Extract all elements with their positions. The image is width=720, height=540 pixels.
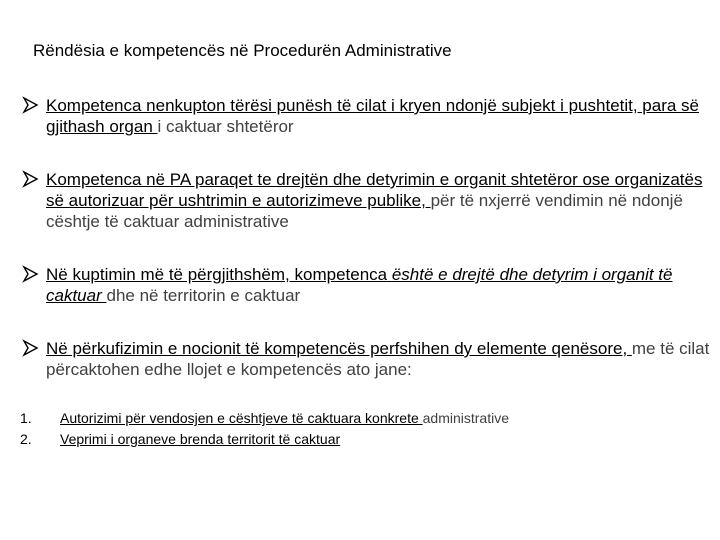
- bullet-plain-text: për të nxjerrë vendimin në ndonjë cështje të caktuar administrative: [46, 191, 683, 231]
- bullet-item: [22, 169, 712, 232]
- bullet-underlined-text: Në kuptimin më të përgjithshëm, kompetenca: [46, 265, 392, 284]
- bullet-plain-text: me të cilat përcaktohen edhe llojet e kompetencës ato jane:: [46, 339, 710, 379]
- bullet-item: [22, 95, 712, 137]
- bullet-underlined-italic-text: është e drejtë dhe detyrim i organit të caktuar: [46, 265, 673, 305]
- numbered-plain-text: administrative: [422, 410, 510, 426]
- arrow-bullet-icon: [22, 265, 40, 283]
- numbered-underlined-text: Autorizimi për vendosjen e cështjeve të caktuara konkrete: [60, 410, 423, 426]
- item-number: 2.: [20, 431, 32, 447]
- item-number: 1.: [20, 410, 32, 426]
- bullet-text: [46, 95, 712, 137]
- arrow-bullet-icon: [22, 339, 40, 357]
- bullet-plain-text: i caktuar shtetëror: [157, 117, 294, 136]
- bullet-text: [46, 169, 712, 232]
- numbered-item: [20, 429, 509, 450]
- page-title: Rëndësia e kompetencës në Procedurën Administrative: [33, 41, 452, 60]
- bullet-underlined-text: Kompetenca në PA paraqet te drejtën dhe detyrimin e organit shtetëror ose organizatës së autorizuar për ushtrimin e autorizimeve publike,: [46, 170, 703, 210]
- bullet-underlined-text: Kompetenca nenkupton tërësi punësh të cilat i kryen ndonjë subjekt i pushtetit, para së gjithash organ: [46, 96, 700, 136]
- arrow-bullet-icon: [22, 96, 40, 114]
- bullet-underlined-text: Në përkufizimin e nocionit të kompetencës perfshihen dy elemente qenësore,: [46, 339, 632, 358]
- arrow-bullet-icon: [22, 170, 40, 188]
- numbered-list: [20, 408, 509, 450]
- bullet-text: [46, 264, 712, 306]
- numbered-underlined-text: Veprimi i organeve brenda territorit të caktuar: [60, 431, 341, 447]
- bullet-plain-text: dhe në territorin e caktuar: [106, 286, 301, 305]
- bullet-item: [22, 264, 712, 306]
- numbered-item: [20, 408, 509, 429]
- bullet-text: [46, 338, 712, 380]
- bullet-item: [22, 338, 712, 380]
